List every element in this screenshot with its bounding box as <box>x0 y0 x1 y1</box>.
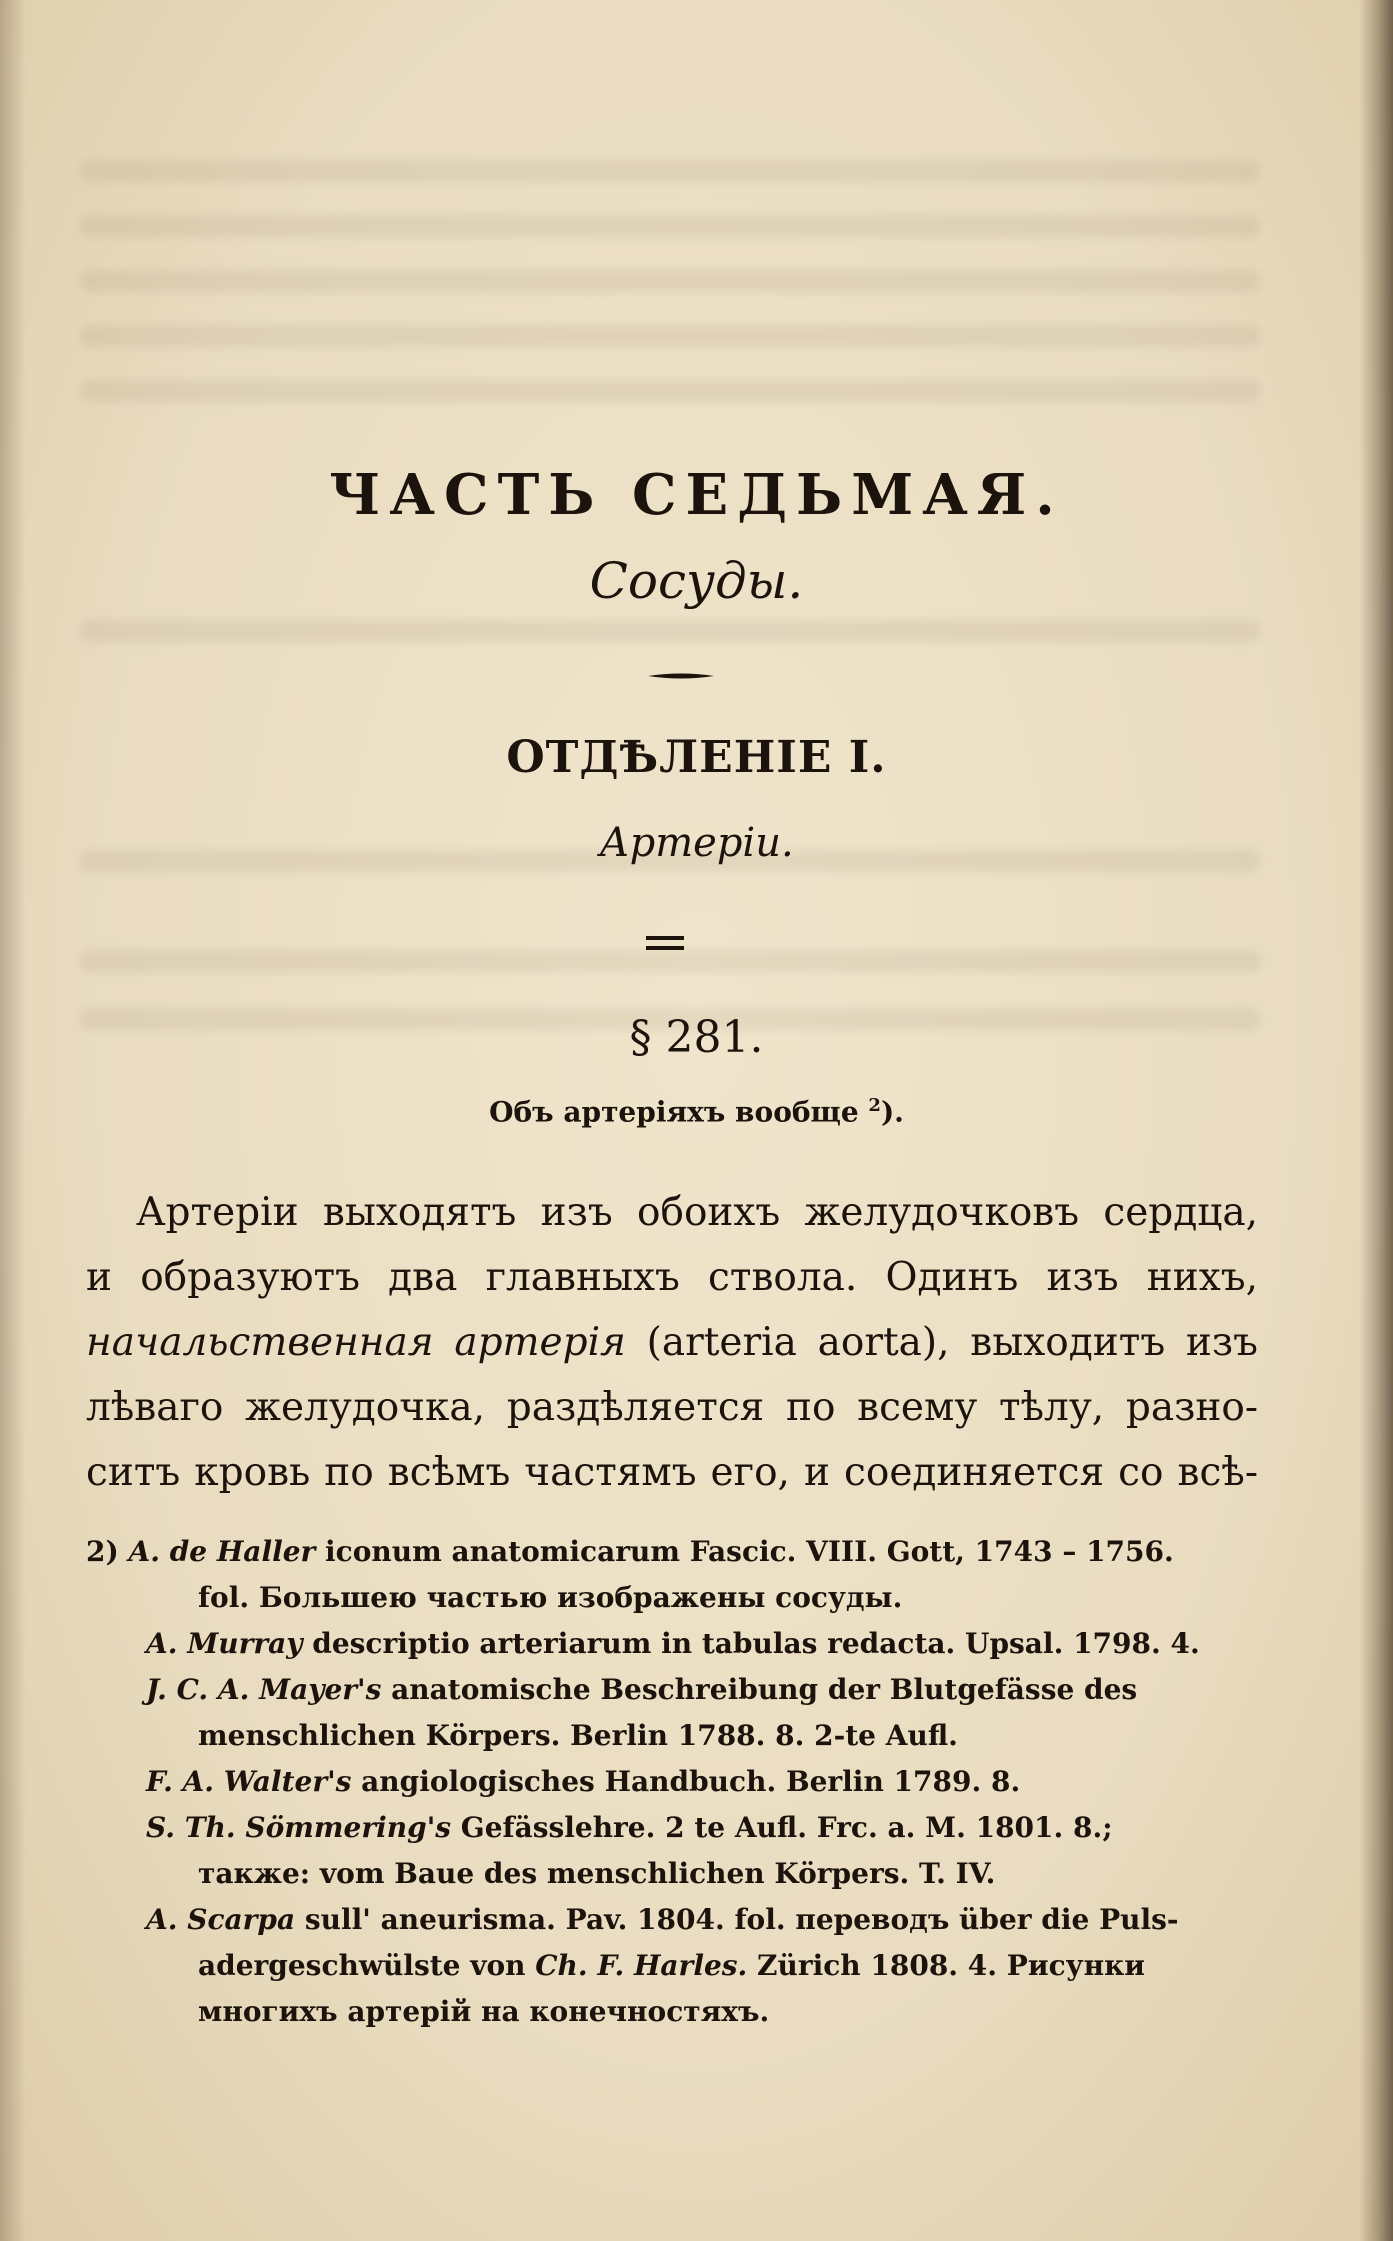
footnote-line <box>146 1668 1137 1712</box>
footnote-line: также: vom Baue des menschlichen Körpers. T. IV. <box>198 1857 996 1890</box>
italic-term: начальственная артерія <box>86 1320 626 1365</box>
bleed-through <box>80 160 1260 182</box>
bleed-through <box>80 380 1260 402</box>
section-title-end: ). <box>880 1095 904 1129</box>
body-line: и образуютъ два главныхъ ствола. Одинъ изъ нихъ, <box>86 1255 1258 1300</box>
footnote-text: Gefässlehre. 2 te Aufl. Frc. a. M. 1801. 8.; <box>460 1811 1113 1844</box>
footnote-line <box>146 1898 1179 1942</box>
footnote-marker: 2) <box>86 1535 119 1568</box>
footnote-text: descriptio arteriarum in tabulas redacta. Upsal. 1798. 4. <box>312 1627 1200 1660</box>
bleed-through <box>80 620 1260 642</box>
ornament-divider <box>648 672 714 680</box>
footnote-text: adergeschwülste von <box>198 1949 526 1982</box>
footnote-line: fol. Большею частью изображены сосуды. <box>198 1581 903 1614</box>
footnote-line <box>146 1760 1020 1804</box>
author-name: A. Murray <box>146 1627 303 1660</box>
author-name: F. A. Walter's <box>146 1765 352 1798</box>
body-text-run: (arteria aorta), выходитъ изъ <box>646 1320 1258 1365</box>
footnote-text: angiologisches Handbuch. Berlin 1789. 8. <box>361 1765 1021 1798</box>
double-rule-divider <box>646 936 684 950</box>
department-subtitle: Артеріи. <box>599 820 794 866</box>
section-title <box>0 1095 1393 1128</box>
footnote-line: menschlichen Körpers. Berlin 1788. 8. 2-te Aufl. <box>198 1719 958 1752</box>
author-name: J. C. A. Mayer's <box>146 1673 382 1706</box>
department-title: ОТДѢЛЕНІЕ I. <box>506 732 887 783</box>
part-subtitle: Сосуды. <box>589 552 804 610</box>
footnote-text: iconum anatomicarum Fascic. VIII. Gott, 1743 – 1756. <box>325 1535 1174 1568</box>
body-line <box>86 1313 1258 1373</box>
body-line: ситъ кровь по всѣмъ частямъ его, и соединяется со всѣ- <box>86 1450 1258 1495</box>
footnote-text: Zürich 1808. 4. Рисунки <box>757 1949 1146 1982</box>
footnote-line: многихъ артерій на конечностяхъ. <box>198 1995 770 2028</box>
author-name: S. Th. Sömmering's <box>146 1811 452 1844</box>
footnote-line <box>198 1944 1145 1988</box>
footnote-text: sull' aneurisma. Pav. 1804. fol. переводъ über die Puls- <box>304 1903 1179 1936</box>
bleed-through <box>80 325 1260 347</box>
bleed-through <box>80 950 1260 972</box>
section-number: § 281. <box>629 1012 764 1063</box>
section-title-text: Объ артеріяхъ вообще <box>489 1095 859 1129</box>
footnote-ref: 2 <box>868 1095 881 1116</box>
footnote-line <box>86 1530 1174 1574</box>
author-name: A. de Haller <box>128 1535 316 1568</box>
part-title: ЧАСТЬ СЕДЬМАЯ. <box>329 462 1064 528</box>
footnote-line <box>146 1806 1113 1850</box>
body-line: лѣваго желудочка, раздѣляется по всему тѣлу, разно- <box>86 1385 1258 1430</box>
bleed-through <box>80 215 1260 237</box>
footnote-line <box>146 1622 1200 1666</box>
bleed-through <box>80 270 1260 292</box>
body-line: Артеріи выходятъ изъ обоихъ желудочковъ сердца, <box>136 1190 1258 1235</box>
author-name: A. Scarpa <box>146 1903 296 1936</box>
author-name: Ch. F. Harles. <box>535 1949 748 1982</box>
footnote-text: anatomische Beschreibung der Blutgefässe des <box>391 1673 1138 1706</box>
